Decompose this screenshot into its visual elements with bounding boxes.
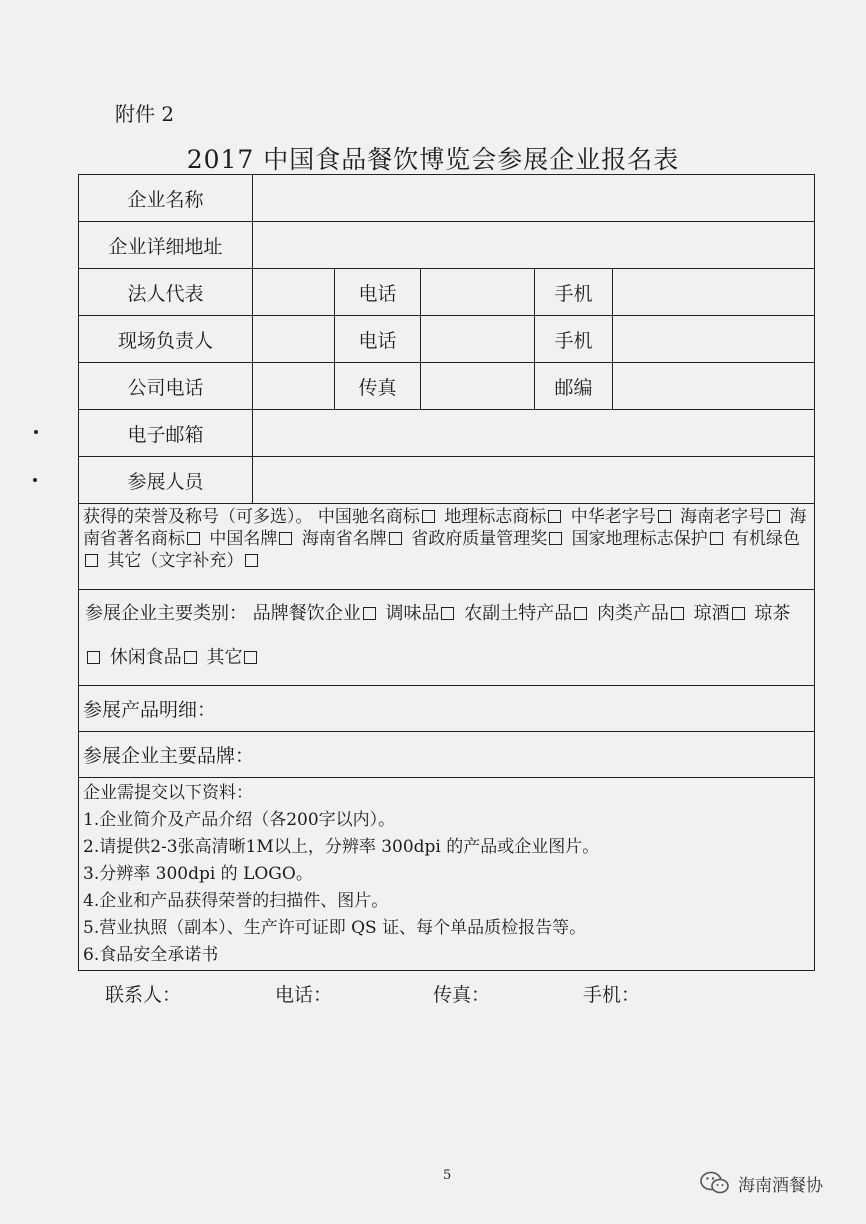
footer-fax: 传真： bbox=[433, 984, 491, 1006]
row-email bbox=[78, 409, 815, 456]
footer-phone: 电话： bbox=[275, 984, 333, 1006]
checkbox[interactable] bbox=[671, 607, 684, 620]
wechat-icon bbox=[700, 1170, 730, 1196]
row-company-name bbox=[78, 174, 815, 221]
label-participants: 参展人员 bbox=[79, 457, 253, 503]
category-option[interactable]: 品牌餐饮企业 bbox=[253, 603, 380, 624]
honor-option[interactable]: 省政府质量管理奖 bbox=[411, 529, 566, 549]
materials-item: 3.分辨率 300dpi 的 LOGO。 bbox=[83, 864, 313, 884]
row-product-detail bbox=[78, 685, 815, 731]
materials-item: 4.企业和产品获得荣誉的扫描件、图片。 bbox=[83, 891, 389, 911]
label-postcode: 邮编 bbox=[535, 363, 613, 409]
checkbox[interactable] bbox=[710, 532, 723, 545]
label-main-brand: 参展企业主要品牌： bbox=[83, 745, 255, 767]
checkbox[interactable] bbox=[85, 554, 98, 567]
category-option[interactable]: 调味品 bbox=[385, 603, 458, 624]
honor-option[interactable]: 国家地理标志保护 bbox=[572, 529, 727, 549]
row-company-phone bbox=[78, 362, 815, 409]
categories-section bbox=[79, 590, 814, 685]
checkbox[interactable] bbox=[363, 607, 376, 620]
label-email: 电子邮箱 bbox=[79, 410, 253, 456]
input-legal-rep-mobile[interactable] bbox=[613, 269, 814, 315]
honor-option[interactable]: 有机绿色 bbox=[83, 529, 800, 571]
input-email[interactable] bbox=[253, 410, 814, 456]
categories-intro: 参展企业主要类别： bbox=[85, 603, 247, 624]
label-company-phone: 公司电话 bbox=[79, 363, 253, 409]
input-company-name[interactable] bbox=[253, 175, 814, 221]
row-categories bbox=[78, 589, 815, 685]
materials-item: 1.企业简介及产品介绍（各200字以内）。 bbox=[83, 810, 396, 830]
input-legal-rep[interactable] bbox=[253, 269, 335, 315]
honor-option[interactable]: 海南省名牌 bbox=[302, 529, 406, 549]
label-fax: 传真 bbox=[335, 363, 421, 409]
honor-option[interactable]: 海南老字号 bbox=[680, 507, 784, 527]
row-legal-rep bbox=[78, 268, 815, 315]
checkbox[interactable] bbox=[574, 607, 587, 620]
row-participants bbox=[78, 456, 815, 503]
checkbox[interactable] bbox=[87, 651, 100, 664]
checkbox[interactable] bbox=[767, 510, 780, 523]
honor-option[interactable]: 中华老字号 bbox=[571, 507, 675, 527]
form-title: 2017 中国食品餐饮博览会参展企业报名表 bbox=[186, 145, 680, 174]
scan-dot bbox=[33, 478, 37, 482]
materials-item: 6.食品安全承诺书 bbox=[83, 945, 219, 965]
checkbox[interactable] bbox=[441, 607, 454, 620]
checkbox[interactable] bbox=[658, 510, 671, 523]
registration-table bbox=[78, 174, 815, 971]
checkbox[interactable] bbox=[389, 532, 402, 545]
page-number: 5 bbox=[443, 1168, 452, 1183]
row-main-brand bbox=[78, 731, 815, 777]
checkbox[interactable] bbox=[549, 532, 562, 545]
product-detail-field[interactable] bbox=[79, 686, 814, 731]
category-option[interactable]: 其它 bbox=[206, 647, 261, 668]
label-mobile: 手机 bbox=[535, 269, 613, 315]
input-participants[interactable] bbox=[253, 457, 814, 503]
input-legal-rep-phone[interactable] bbox=[421, 269, 535, 315]
label-address: 企业详细地址 bbox=[79, 222, 253, 268]
footer-mobile: 手机： bbox=[583, 984, 641, 1006]
row-materials bbox=[78, 777, 815, 971]
label-product-detail: 参展产品明细： bbox=[83, 699, 217, 721]
input-onsite-manager[interactable] bbox=[253, 316, 335, 362]
honor-option[interactable]: 中国驰名商标 bbox=[318, 507, 439, 527]
category-option[interactable]: 琼酒 bbox=[694, 603, 749, 624]
checkbox[interactable] bbox=[184, 651, 197, 664]
honor-option[interactable]: 中国名牌 bbox=[209, 529, 296, 549]
materials-section bbox=[79, 778, 814, 970]
label-legal-rep: 法人代表 bbox=[79, 269, 253, 315]
checkbox[interactable] bbox=[422, 510, 435, 523]
checkbox[interactable] bbox=[279, 532, 292, 545]
label-phone: 电话 bbox=[335, 269, 421, 315]
input-onsite-phone[interactable] bbox=[421, 316, 535, 362]
materials-item: 5.营业执照（副本）、生产许可证即 QS 证、每个单品质检报告等。 bbox=[83, 918, 587, 938]
watermark-text: 海南酒餐协 bbox=[738, 1175, 823, 1196]
row-onsite bbox=[78, 315, 815, 362]
checkbox[interactable] bbox=[245, 554, 258, 567]
category-option[interactable]: 琼茶 bbox=[85, 603, 790, 668]
materials-item: 2.请提供2-3张高清晰1M以上，分辨率 300dpi 的产品或企业图片。 bbox=[83, 837, 600, 857]
label-mobile: 手机 bbox=[535, 316, 613, 362]
label-phone: 电话 bbox=[335, 316, 421, 362]
input-company-phone[interactable] bbox=[253, 363, 335, 409]
honor-option[interactable]: 其它（文字补充） bbox=[107, 551, 262, 571]
label-company-name: 企业名称 bbox=[79, 175, 253, 221]
honors-section bbox=[79, 504, 814, 589]
main-brand-field[interactable] bbox=[79, 732, 814, 777]
materials-heading: 企业需提交以下资料： bbox=[83, 783, 253, 803]
row-honors bbox=[78, 503, 815, 589]
checkbox[interactable] bbox=[244, 651, 257, 664]
watermark bbox=[700, 1170, 823, 1196]
input-postcode[interactable] bbox=[613, 363, 814, 409]
checkbox[interactable] bbox=[187, 532, 200, 545]
checkbox[interactable] bbox=[732, 607, 745, 620]
row-address bbox=[78, 221, 815, 268]
category-option[interactable]: 肉类产品 bbox=[597, 603, 688, 624]
category-option[interactable]: 农副土特产品 bbox=[464, 603, 591, 624]
honors-intro: 获得的荣誉及称号（可多选）。 bbox=[83, 507, 313, 527]
input-onsite-mobile[interactable] bbox=[613, 316, 814, 362]
attachment-label: 附件 2 bbox=[115, 102, 175, 126]
scan-dot bbox=[34, 430, 38, 434]
checkbox[interactable] bbox=[548, 510, 561, 523]
honor-option[interactable]: 地理标志商标 bbox=[444, 507, 565, 527]
category-option[interactable]: 休闲食品 bbox=[110, 647, 201, 668]
input-address[interactable] bbox=[253, 222, 814, 268]
honor-option[interactable]: 海南省著名商标 bbox=[83, 507, 807, 549]
footer-contact: 联系人： bbox=[105, 984, 182, 1006]
input-fax[interactable] bbox=[421, 363, 535, 409]
label-onsite-manager: 现场负责人 bbox=[79, 316, 253, 362]
